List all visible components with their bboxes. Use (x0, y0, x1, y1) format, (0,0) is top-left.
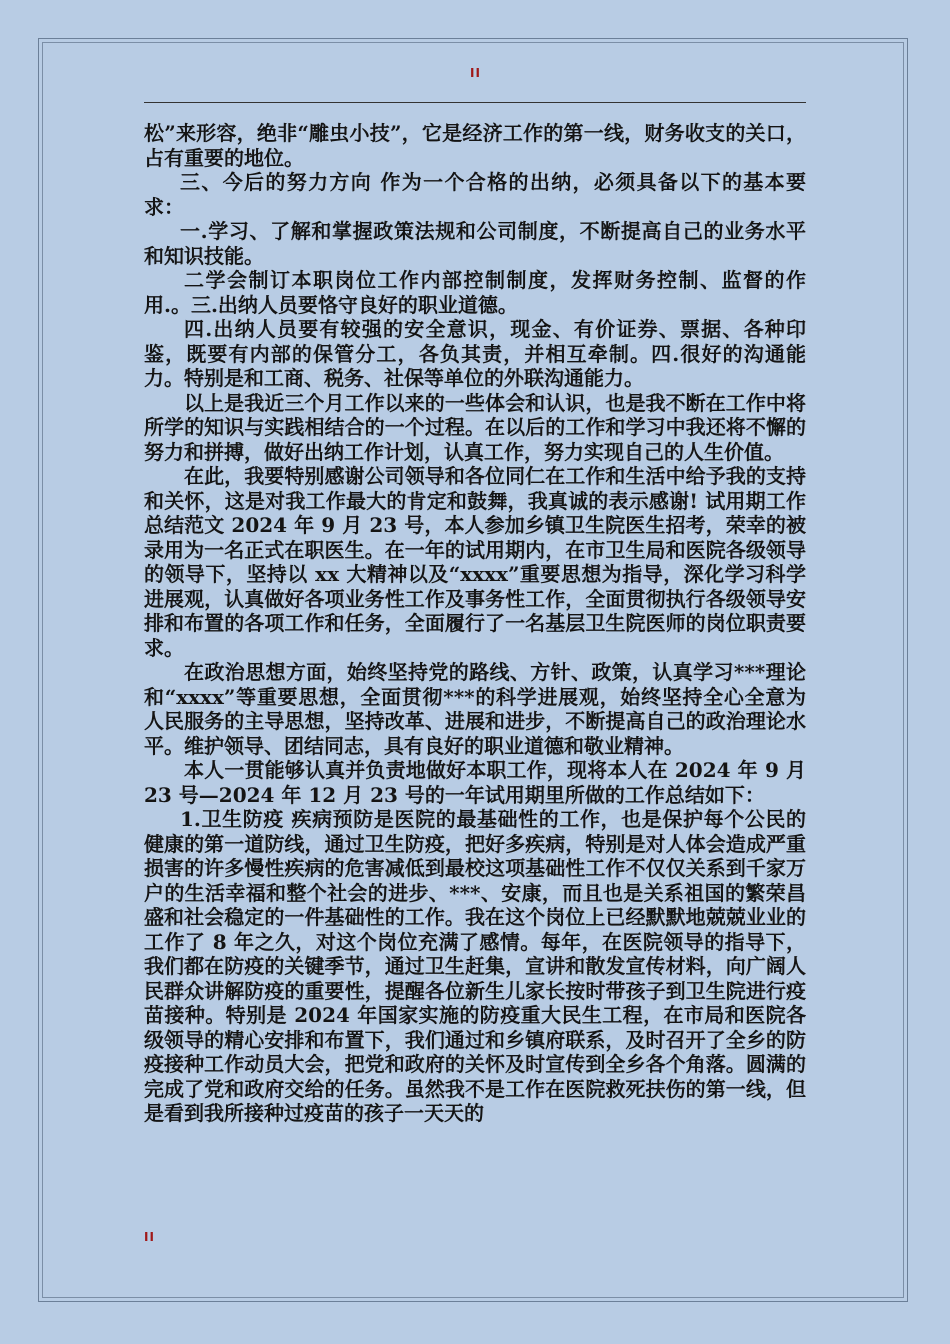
paragraph-8: 在政治思想方面，始终坚持党的路线、方针、政策，认真学习***理论和“xxxx”等重要思想，全面贯彻***的科学进展观，始终坚持全心全意为人民服务的主导思想，坚持改革、进展和进步，不断提高自己的政治理论水平。维护领导、团结同志，具有良好的职业道德和敬业精神。 (144, 660, 806, 758)
paragraph-9: 本人一贯能够认真并负责地做好本职工作，现将本人在 2024 年 9 月 23 号—2024 年 12 月 23 号的一年试用期里所做的工作总结如下： (144, 758, 806, 807)
paragraph-6: 以上是我近三个月工作以来的一些体会和认识，也是我不断在工作中将所学的知识与实践相结合的一个过程。在以后的工作和学习中我还将不懈的努力和拼搏，做好出纳工作计划，认真工作，努力实现自己的人生价值。 (144, 390, 806, 464)
document-body (144, 121, 806, 1225)
paragraph-2: 三、今后的努力方向 作为一个合格的出纳，必须具备以下的基本要求： (144, 170, 806, 219)
footer-mark: II (144, 1230, 155, 1244)
paragraph-10: 1.卫生防疫 疾病预防是医院的最基础性的工作，也是保护每个公民的健康的第一道防线，通过卫生防疫，把好多疾病，特别是对人体会造成严重损害的许多慢性疾病的危害减低到最校这项基础性工作不仅仅关系到千家万户的生活幸福和整个社会的进步、***、安康，而且也是关系祖国的繁荣昌盛和社会稳定的一件基础性的工作。我在这个岗位上已经默默地兢兢业业的工作了 8 年之久，对这个岗位充满了感情。每年，在医院领导的指导下，我们都在防疫的关键季节，通过卫生赶集，宣讲和散发宣传材料，向广阔人民群众讲解防疫的重要性，提醒各位新生儿家长按时带孩子到卫生院进行疫苗接种。特别是 2024 年国家实施的防疫重大民生工程，在市局和医院各级领导的精心安排和布置下，我们通过和乡镇府联系，及时召开了全乡的防疫接种工作动员大会，把党和政府的关怀及时宣传到全乡各个角落。圆满的完成了党和政府交给的任务。虽然我不是工作在医院救死扶伤的第一线，但是看到我所接种过疫苗的孩子一天天的 (144, 807, 806, 1125)
paragraph-5: 四.出纳人员要有较强的安全意识，现金、有价证券、票据、各种印鉴，既要有内部的保管分工，各负其责，并相互牵制。四.很好的沟通能力。特别是和工商、税务、社保等单位的外联沟通能力。 (144, 317, 806, 390)
paragraph-1: 松”来形容，绝非“雕虫小技”，它是经济工作的第一线，财务收支的关口，占有重要的地位。 (144, 121, 806, 170)
paragraph-4: 二学会制订本职岗位工作内部控制制度，发挥财务控制、监督的作用.。三.出纳人员要恪守良好的职业道德。 (144, 268, 806, 317)
paragraph-7: 在此，我要特别感谢公司领导和各位同仁在工作和生活中给予我的支持和关怀，这是对我工作最大的肯定和鼓舞，我真诚的表示感谢! 试用期工作总结范文 2024 年 9 月 23 号，本人参加乡镇卫生院医生招考，荣幸的被录用为一名正式在职医生。在一年的试用期内，在市卫生局和医院各级领导的领导下，坚持以 xx 大精神以及“xxxx”重要思想为指导，深化学习科学进展观，认真做好各项业务性工作及事务性工作，全面贯彻执行各级领导安排和布置的各项工作和任务，全面履行了一名基层卫生院医师的岗位职责要求。 (144, 464, 806, 660)
header-rule (144, 102, 806, 103)
paragraph-3: 一.学习、了解和掌握政策法规和公司制度，不断提高自己的业务水平和知识技能。 (144, 219, 806, 268)
header-mark: II (470, 66, 481, 80)
